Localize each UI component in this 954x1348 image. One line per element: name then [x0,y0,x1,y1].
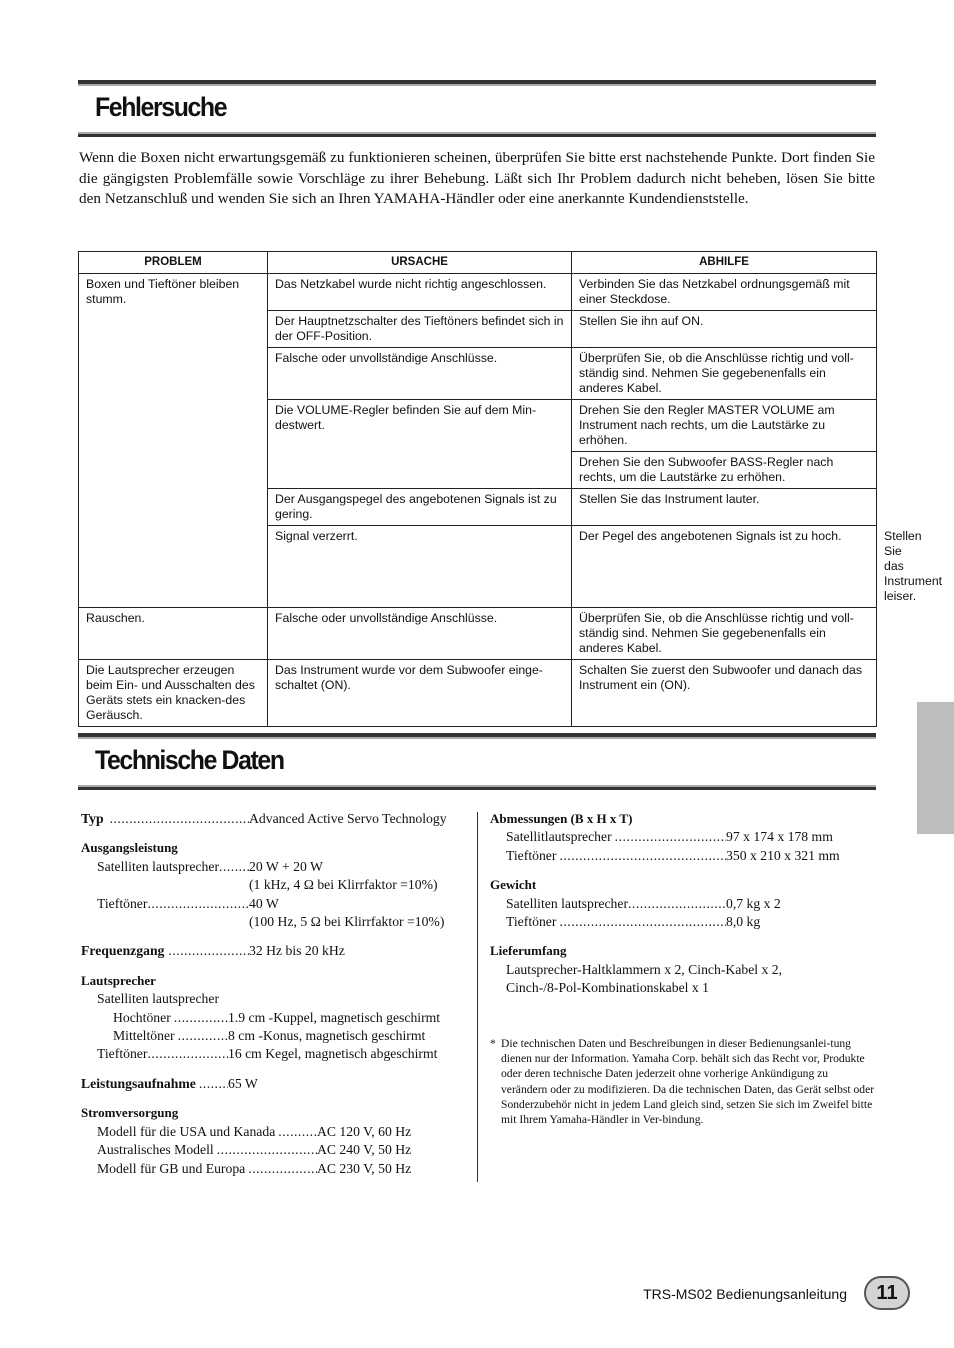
spec-label: Frequenzgang [81,943,165,959]
page-number: 11 [864,1276,910,1310]
spec-value: Advanced Active Servo Technology [249,811,447,826]
section-title-fehlersuche: Fehlersuche [95,92,227,122]
spec-label: Tieftöner [506,914,557,930]
spec-label: Tieftöner [97,1046,148,1062]
remedy-cell: Drehen Sie den Regler MASTER VOLUME am Instrument nach rechts, um die Lautstärke zu erhöhen. [572,400,877,452]
spec-label: Typ [81,811,104,826]
spec-label: Hochtöner [113,1009,171,1025]
spec-heading: Lieferumfang [490,943,567,959]
spec-label: Australisches Modell [97,1142,214,1158]
problem-cell: Rauschen. [79,608,268,660]
table-row [79,660,877,727]
cause-cell: Das Netzkabel wurde nicht richtig angeschlossen. [268,274,572,311]
column-divider [477,812,478,1182]
table-row [79,608,877,660]
section-rule-bottom [78,785,876,790]
spec-value: 350 x 210 x 321 mm [726,847,840,863]
cause-cell: Das Instrument wurde vor dem Subwoofer einge-schaltet (ON). [268,660,572,727]
spec-value: 40 W [249,895,279,911]
spec-note: (100 Hz, 5 Ω bei Klirrfaktor =10%) [249,914,445,930]
spec-value: 0,7 kg x 2 [726,895,781,911]
section-rule-bottom [78,132,876,137]
spec-label: Leistungsaufnahme [81,1075,196,1091]
spec-value: Lautsprecher-Haltklammern x 2, Cinch-Kabel x 2, [506,961,783,977]
spec-value: AC 240 V, 50 Hz [317,1142,412,1158]
problem-cell: Boxen und Tieftöner bleiben stumm. [79,274,268,608]
cause-cell: Der Pegel des angebotenen Signals ist zu hoch. [572,526,877,608]
footnote-text: Die technischen Daten und Beschreibungen in dieser Bedienungsanlei-tung dienen nur der Information. Yamaha Corp. behält sich das Recht vor, Produkte oder deren technische Daten jederzeit ohne vorherige Ankündigung zu verändern oder zu modifizieren. Da die technischen Daten, das Gerät selbst oder Sonderzubehör nicht in jedem Land gleich sind, setzen Sie sich im Zweifel bitte mit Ihrem Yamaha-Händler in Ver-bindung. [501,1037,875,1127]
spec-leistungsaufnahme [81,1075,466,1093]
spec-label: Mitteltöner [113,1028,175,1044]
cause-cell: Der Ausgangspegel des angebotenen Signals ist zu gering. [268,489,572,526]
spec-label: Tieftöner [506,847,557,863]
header-problem: PROBLEM [79,252,268,274]
side-tab [917,702,954,834]
section-rule-top [78,80,876,86]
spec-value: 97 x 174 x 178 mm [726,829,833,845]
spec-value: 8 cm -Konus, magnetisch geschirmt [228,1028,426,1044]
remedy-cell: Schalten Sie zuerst den Subwoofer und danach das Instrument ein (ON). [572,660,877,727]
spec-subheading: Satelliten lautsprecher [97,991,219,1007]
table-row: Signal verzerrt. Der Pegel des angebotenen Signals ist zu hoch. Stellen Sie das Instrument leiser. [79,526,877,608]
remedy-cell: Überprüfen Sie, ob die Anschlüsse richtig und voll-ständig sind. Nehmen Sie gegebenenfalls ein anderes Kabel. [572,348,877,400]
table-row [79,274,877,311]
spec-label: Satelliten lautsprecher [506,895,628,911]
spec-value: 65 W [228,1075,258,1091]
spec-heading: Lautsprecher [81,972,156,988]
cause-cell: Falsche oder unvollständige Anschlüsse. [268,348,572,400]
spec-value: 8,0 kg [726,914,761,930]
troubleshooting-table [78,251,943,727]
spec-value: AC 230 V, 50 Hz [317,1160,412,1176]
spec-heading: Ausgangsleistung [81,840,178,856]
remedy-cell: Überprüfen Sie, ob die Anschlüsse richtig und voll-ständig sind. Nehmen Sie gegebenenfalls ein anderes Kabel. [572,608,877,660]
remedy-cell: Stellen Sie das Instrument lauter. [572,489,877,526]
spec-value: Cinch-/8-Pol-Kombinationskabel x 1 [506,980,710,996]
spec-value: 1.9 cm -Kuppel, magnetisch geschirmt [228,1009,441,1025]
spec-label: Satellitlautsprecher [506,829,612,845]
footnote-mark: * [490,1037,496,1050]
spec-value: 20 W + 20 W [249,858,323,874]
specs-right-column [490,810,875,998]
header-abhilfe: ABHILFE [572,252,877,274]
spec-label: Satelliten lautsprecher [97,858,219,874]
cause-cell: Falsche oder unvollständige Anschlüsse. [268,608,572,660]
spec-heading: Gewicht [490,877,537,893]
spec-heading: Abmessungen (B x H x T) [490,811,633,826]
spec-label: Modell für GB und Europa [97,1160,246,1176]
header-ursache: URSACHE [268,252,572,274]
problem-cell: Signal verzerrt. [268,526,572,608]
spec-value: 16 cm Kegel, magnetisch abgeschirmt [228,1046,438,1062]
problem-cell: Die Lautsprecher erzeugen beim Ein- und Ausschalten des Geräts stets ein knacken-des Geräusch. [79,660,268,727]
specs-left-column [81,810,466,1178]
spec-value: 32 Hz bis 20 kHz [249,943,345,959]
spec-heading: Stromversorgung [81,1105,179,1121]
remedy-cell: Drehen Sie den Subwoofer BASS-Regler nach rechts, um die Lautstärke zu erhöhen. [572,452,877,489]
section-title-technische-daten: Technische Daten [95,745,284,775]
remedy-cell: Stellen Sie ihn auf ON. [572,311,877,348]
spec-value: AC 120 V, 60 Hz [317,1123,412,1139]
cause-cell: Der Hauptnetzschalter des Tieftöners befindet sich in der OFF-Position. [268,311,572,348]
section-rule-top [78,733,876,739]
spec-label: Tieftöner [97,895,148,911]
spec-note: (1 kHz, 4 Ω bei Klirrfaktor =10%) [249,877,438,893]
spec-label: Modell für die USA und Kanada [97,1123,276,1139]
footnote [490,1036,875,1127]
cause-cell: Die VOLUME-Regler befinden Sie auf dem Min-destwert. [268,400,572,489]
table-header-row [79,252,877,274]
remedy-cell: Verbinden Sie das Netzkabel ordnungsgemäß mit einer Steckdose. [572,274,877,311]
manual-title: TRS-MS02 Bedienungsanleitung [643,1286,847,1302]
intro-paragraph: Wenn die Boxen nicht erwartungsgemäß zu funktionieren scheinen, überprüfen Sie bitte erst nachstehende Punkte. Dort finden Sie die gängigsten Problemfälle sowie Vorschläge zu ihrer Behebung. Läßt sich Ihr Problem dadurch nicht beheben, lösen Sie bitte den Netzanschluß und wenden Sie sich an Ihren YAMAHA-Händler oder eine anerkannte Kundendienststelle. [79,149,875,208]
spec-typ [81,810,466,828]
spec-frequenzgang [81,942,466,960]
